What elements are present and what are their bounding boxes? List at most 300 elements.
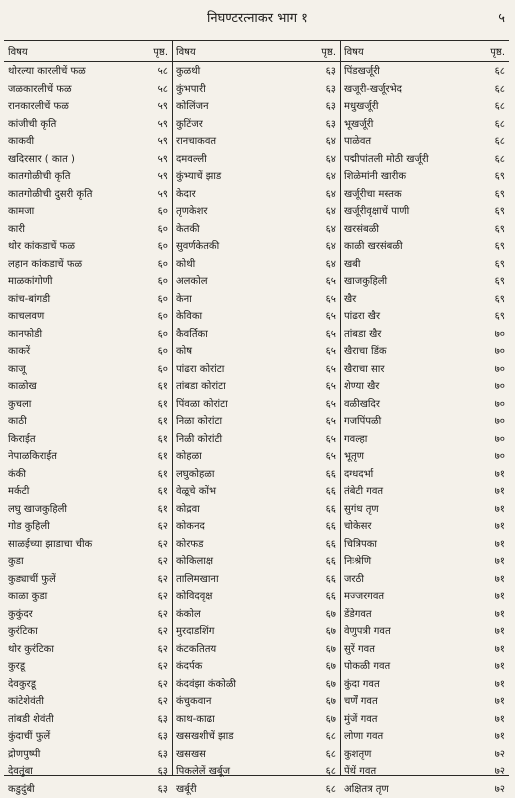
entry-name: कोकनद <box>176 518 205 536</box>
index-entry <box>4 413 172 431</box>
entry-page: ७१ <box>495 501 505 519</box>
entry-page: ६३ <box>158 711 168 729</box>
page-header <box>0 6 515 28</box>
entry-page: ६२ <box>158 606 168 624</box>
index-entry <box>340 326 509 344</box>
entry-name: मर्कटी <box>8 483 29 501</box>
entry-name: दग्धदर्भा <box>344 466 373 484</box>
entry-page: ६२ <box>158 693 168 711</box>
entry-page: ६७ <box>326 641 336 659</box>
entry-page: ६१ <box>158 378 168 396</box>
entry-name: कोथी <box>176 256 195 274</box>
entry-page: ६३ <box>158 763 168 781</box>
index-entry <box>340 151 509 169</box>
index-entry <box>340 588 509 606</box>
index-entry <box>172 98 340 116</box>
entry-name: खर्जूरीवृक्षाचें पाणी <box>344 203 409 221</box>
entry-name: कडुदुंबी <box>8 781 35 798</box>
entry-name: कुरडू <box>8 658 25 676</box>
entry-page: ६४ <box>326 168 336 186</box>
entry-name: लोणा गवत <box>344 728 383 746</box>
entry-page: ७० <box>495 378 505 396</box>
entry-page: ७० <box>495 413 505 431</box>
entry-name: कंदर्पक <box>176 658 202 676</box>
entry-page: ६७ <box>326 623 336 641</box>
entry-name: भूखर्जूरी <box>344 116 373 134</box>
entry-name: कुशतृण <box>344 746 371 764</box>
entry-name: पद्मीपांतली मोठी खर्जूरी <box>344 151 429 169</box>
entry-name: मुंजें गवत <box>344 711 377 729</box>
entry-page: ६१ <box>158 466 168 484</box>
entry-page: ६३ <box>158 728 168 746</box>
page-heading: पृष्ठ. <box>490 44 505 58</box>
entry-page: ७० <box>495 396 505 414</box>
index-entry <box>4 98 172 116</box>
index-entry <box>172 658 340 676</box>
entry-name: सुरें गवत <box>344 641 375 659</box>
index-entry <box>4 501 172 519</box>
entry-name: खर्जूरीचा मस्तक <box>344 186 402 204</box>
index-entry <box>340 728 509 746</box>
entry-page: ६६ <box>326 518 336 536</box>
index-entry <box>340 658 509 676</box>
entry-name: निळा कोरांटा <box>176 413 222 431</box>
index-entry <box>4 781 172 798</box>
entry-name: कुड्याचीं फुलें <box>8 571 56 589</box>
index-entry <box>4 693 172 711</box>
entry-name: चित्रिपका <box>344 536 377 554</box>
index-entry <box>172 641 340 659</box>
entry-name: चर्णें गवत <box>344 693 378 711</box>
entry-page: ६५ <box>326 273 336 291</box>
entry-page: ७२ <box>495 763 505 781</box>
entry-name: सुगंध तृण <box>344 501 379 519</box>
column-header <box>172 44 340 60</box>
entry-name: किराईत <box>8 431 36 449</box>
index-entry <box>4 641 172 659</box>
entry-page: ६७ <box>326 606 336 624</box>
index-entry <box>4 326 172 344</box>
entry-name: द्रोणपुष्पी <box>8 746 40 764</box>
entry-name: कोरफड <box>176 536 203 554</box>
entry-name: तंबेटी गवत <box>344 483 383 501</box>
entry-name: चोकेसर <box>344 518 371 536</box>
entry-page: ५९ <box>158 98 168 116</box>
entry-name: कंकी <box>8 466 26 484</box>
entry-page: ६५ <box>326 378 336 396</box>
entry-name: गोड कुहिली <box>8 518 50 536</box>
index-entry <box>172 746 340 764</box>
page-title: निघण्टरत्नाकर भाग १ <box>0 8 515 26</box>
index-entry <box>4 116 172 134</box>
entry-page: ७१ <box>495 553 505 571</box>
entry-name: काळोख <box>8 378 37 396</box>
entry-name: थोरल्या कारलीचें फळ <box>8 63 86 81</box>
entry-name: थोर कुरंटिका <box>8 641 54 659</box>
entry-page: ६३ <box>326 63 336 81</box>
entry-page: ६६ <box>326 483 336 501</box>
entry-name: तांबडा खैर <box>344 326 381 344</box>
entry-name: कोलिंजन <box>176 98 209 116</box>
entry-page: ७१ <box>495 483 505 501</box>
index-entry <box>4 728 172 746</box>
index-entry <box>340 571 509 589</box>
index-entry <box>172 448 340 466</box>
index-entry <box>172 396 340 414</box>
index-entry <box>340 361 509 379</box>
index-entry <box>4 746 172 764</box>
entry-name: कुचला <box>8 396 31 414</box>
index-entry <box>4 81 172 99</box>
entry-page: ६७ <box>326 711 336 729</box>
index-entry <box>4 571 172 589</box>
entry-page: ६२ <box>158 588 168 606</box>
index-entry <box>172 623 340 641</box>
index-entry <box>4 588 172 606</box>
entry-page: ६० <box>158 308 168 326</box>
entry-page: ६५ <box>326 361 336 379</box>
index-entry <box>340 413 509 431</box>
entry-page: ६४ <box>326 133 336 151</box>
index-entry <box>172 676 340 694</box>
entry-name: खरसंबळी <box>344 221 379 239</box>
entry-name: लघुकोहळा <box>176 466 214 484</box>
entry-name: कांजीची कृति <box>8 116 56 134</box>
page-heading: पृष्ठ. <box>153 44 168 58</box>
entry-name: वळीखदिर <box>344 396 380 414</box>
index-entry <box>172 431 340 449</box>
index-table <box>4 40 509 776</box>
entry-page: ६८ <box>326 728 336 746</box>
index-entry <box>4 256 172 274</box>
entry-page: ६८ <box>495 98 505 116</box>
entry-name: कंटकतितय <box>176 641 216 659</box>
index-entry <box>4 273 172 291</box>
index-entry <box>340 63 509 81</box>
entry-page: ६५ <box>326 431 336 449</box>
entry-page: ५८ <box>158 81 168 99</box>
entry-name: काकवी <box>8 133 34 151</box>
entry-page: ७० <box>495 448 505 466</box>
entry-name: पांढरा कोरांटा <box>176 361 224 379</box>
index-entry <box>172 326 340 344</box>
index-entry <box>4 536 172 554</box>
index-entry <box>340 466 509 484</box>
entry-page: ७१ <box>495 588 505 606</box>
entry-page: ६२ <box>158 518 168 536</box>
entry-page: ६७ <box>326 658 336 676</box>
entry-page: ७० <box>495 431 505 449</box>
index-entry <box>172 186 340 204</box>
entry-page: ६५ <box>326 308 336 326</box>
entry-page: ६२ <box>158 676 168 694</box>
column-header <box>4 44 172 60</box>
entry-page: ६३ <box>326 81 336 99</box>
index-entry <box>340 746 509 764</box>
index-entry <box>340 98 509 116</box>
entry-name: काळी खरसंबळी <box>344 238 403 256</box>
index-entry <box>172 151 340 169</box>
index-entry <box>172 343 340 361</box>
entry-page: ६० <box>158 256 168 274</box>
index-entry <box>340 693 509 711</box>
entry-page: ६५ <box>326 396 336 414</box>
entry-name: खाजकुहिली <box>344 273 387 291</box>
index-entry <box>340 238 509 256</box>
index-entry <box>172 116 340 134</box>
entry-name: खसखशीचें झाड <box>176 728 234 746</box>
entry-page: ६६ <box>326 571 336 589</box>
index-entry <box>172 693 340 711</box>
entry-page: ७१ <box>495 571 505 589</box>
entry-page: ६१ <box>158 448 168 466</box>
entry-page: ७२ <box>495 781 505 798</box>
subject-heading: विषय <box>8 44 28 58</box>
entry-name: जळकारलीचें फळ <box>8 81 72 99</box>
entry-page: ६९ <box>495 186 505 204</box>
column-header <box>340 44 509 60</box>
entry-page: ६१ <box>158 396 168 414</box>
entry-name: काचलवण <box>8 308 44 326</box>
entry-name: केविका <box>176 308 202 326</box>
entry-page: ६४ <box>326 151 336 169</box>
entry-name: खसखस <box>176 746 206 764</box>
index-entry <box>340 343 509 361</box>
entry-page: ७१ <box>495 518 505 536</box>
entry-page: ६१ <box>158 483 168 501</box>
index-entry <box>4 291 172 309</box>
entry-name: पोकळी गवत <box>344 658 390 676</box>
index-entry <box>172 483 340 501</box>
index-entry <box>4 553 172 571</box>
entry-name: कुडा <box>8 553 24 571</box>
entry-name: काठी <box>8 413 27 431</box>
index-entry <box>172 553 340 571</box>
index-entry <box>172 81 340 99</box>
index-entry <box>172 203 340 221</box>
entry-name: रानकारलीचें फळ <box>8 98 69 116</box>
entry-page: ६५ <box>326 413 336 431</box>
entry-page: ६८ <box>495 151 505 169</box>
entry-name: नेपाळकिराईत <box>8 448 57 466</box>
entry-page: ६४ <box>326 186 336 204</box>
entry-name: पाळेवत <box>344 133 371 151</box>
entry-page: ६३ <box>158 746 168 764</box>
entry-page: ७२ <box>495 746 505 764</box>
index-entry <box>340 378 509 396</box>
entry-name: मुरदाडशिंग <box>176 623 214 641</box>
entry-page: ६९ <box>495 221 505 239</box>
entry-page: ६७ <box>326 676 336 694</box>
index-entry <box>172 711 340 729</box>
entry-name: खदिरसार ( कात ) <box>8 151 75 169</box>
entry-page: ७१ <box>495 466 505 484</box>
entry-name: पिंडखर्जूरी <box>344 63 380 81</box>
entry-name: पिंवळा कोरांटा <box>176 396 228 414</box>
entry-page: ६८ <box>495 63 505 81</box>
index-entry <box>4 483 172 501</box>
index-entry <box>172 361 340 379</box>
entry-page: ७१ <box>495 711 505 729</box>
entry-page: ६८ <box>326 763 336 781</box>
entry-page: ७० <box>495 326 505 344</box>
index-entry <box>340 396 509 414</box>
entry-name: कुंभ्याचें झाड <box>176 168 221 186</box>
entry-name: खैराचा डिंक <box>344 343 387 361</box>
entry-page: ६२ <box>158 623 168 641</box>
index-entry <box>4 518 172 536</box>
entry-page: ७० <box>495 343 505 361</box>
entry-name: कोष <box>176 343 192 361</box>
entry-name: कुंदा गवत <box>344 676 380 694</box>
index-entry <box>172 63 340 81</box>
index-entry <box>4 203 172 221</box>
entry-page: ६८ <box>495 133 505 151</box>
entry-page: ६६ <box>326 501 336 519</box>
index-entry <box>4 606 172 624</box>
index-entry <box>172 518 340 536</box>
entry-name: देवतुंबा <box>8 763 33 781</box>
index-entry <box>340 133 509 151</box>
entry-page: ६८ <box>495 116 505 134</box>
entry-name: पिकलेलें खर्बूज <box>176 763 230 781</box>
index-entry <box>4 63 172 81</box>
entry-page: ६३ <box>326 116 336 134</box>
index-entry <box>340 676 509 694</box>
index-entry <box>4 361 172 379</box>
entry-page: ६२ <box>158 641 168 659</box>
entry-name: देवकुरडू <box>8 676 36 694</box>
index-entry <box>4 396 172 414</box>
entry-name: पांढरा खैर <box>344 308 380 326</box>
index-rows <box>172 63 340 798</box>
entry-name: कंचुकवान <box>176 693 211 711</box>
index-entry <box>172 256 340 274</box>
index-column-1 <box>4 41 172 775</box>
entry-name: वेळूचे कोंभ <box>176 483 216 501</box>
entry-page: ६७ <box>326 693 336 711</box>
entry-name: लघु खाजकुहिली <box>8 501 67 519</box>
entry-page: ६९ <box>495 291 505 309</box>
index-entry <box>340 186 509 204</box>
index-entry <box>340 256 509 274</box>
entry-name: सुवर्णकेतकी <box>176 238 219 256</box>
index-entry <box>172 308 340 326</box>
entry-page: ६० <box>158 238 168 256</box>
entry-name: कांच-बांगडी <box>8 291 50 309</box>
entry-name: खर्बूरी <box>176 781 197 798</box>
index-entry <box>172 133 340 151</box>
entry-name: लहान कांकडाचें फळ <box>8 256 82 274</box>
entry-page: ६९ <box>495 273 505 291</box>
entry-page: ६५ <box>326 448 336 466</box>
entry-name: शेण्या खैर <box>344 378 379 396</box>
index-entry <box>172 238 340 256</box>
entry-page: ७१ <box>495 641 505 659</box>
index-entry <box>4 431 172 449</box>
entry-page: ७१ <box>495 536 505 554</box>
entry-page: ७० <box>495 361 505 379</box>
entry-page: ६२ <box>158 571 168 589</box>
index-entry <box>340 623 509 641</box>
entry-name: पेंथें गवत <box>344 763 376 781</box>
entry-page: ५९ <box>158 186 168 204</box>
index-entry <box>340 168 509 186</box>
entry-page: ६५ <box>326 291 336 309</box>
entry-page: ६६ <box>326 536 336 554</box>
entry-page: ६३ <box>326 98 336 116</box>
index-entry <box>340 501 509 519</box>
entry-page: ६९ <box>495 203 505 221</box>
entry-name: तालिमखाना <box>176 571 219 589</box>
entry-page: ६५ <box>326 326 336 344</box>
index-rows <box>4 63 172 798</box>
entry-page: ६१ <box>158 431 168 449</box>
index-entry <box>4 133 172 151</box>
index-entry <box>172 606 340 624</box>
entry-page: ६२ <box>158 553 168 571</box>
entry-page: ६१ <box>158 501 168 519</box>
entry-name: केना <box>176 291 192 309</box>
entry-page: ६६ <box>326 553 336 571</box>
index-entry <box>4 168 172 186</box>
index-entry <box>172 501 340 519</box>
entry-page: ६८ <box>495 81 505 99</box>
entry-name: कारी <box>8 221 25 239</box>
entry-page: ६६ <box>326 466 336 484</box>
entry-page: ७१ <box>495 676 505 694</box>
index-entry <box>340 308 509 326</box>
entry-name: काळा कुडा <box>8 588 47 606</box>
entry-page: ६९ <box>495 238 505 256</box>
entry-name: केतकी <box>176 221 200 239</box>
entry-name: तृणकेशर <box>176 203 208 221</box>
entry-name: कातगोळीची कृति <box>8 168 70 186</box>
index-entry <box>340 536 509 554</box>
entry-page: ५९ <box>158 116 168 134</box>
index-column-3 <box>340 41 509 775</box>
entry-name: कांटेशेवंती <box>8 693 44 711</box>
entry-name: कुटिंजर <box>176 116 203 134</box>
index-entry <box>340 448 509 466</box>
index-entry <box>172 588 340 606</box>
entry-name: कुकुंदर <box>8 606 33 624</box>
index-entry <box>340 203 509 221</box>
entry-page: ६० <box>158 343 168 361</box>
index-entry <box>172 168 340 186</box>
entry-name: कैवर्तिका <box>176 326 208 344</box>
index-entry <box>340 641 509 659</box>
entry-page: ६२ <box>158 536 168 554</box>
entry-page: ६० <box>158 221 168 239</box>
index-entry <box>4 151 172 169</box>
index-entry <box>4 466 172 484</box>
entry-name: खैराचा सार <box>344 361 384 379</box>
entry-name: मज्जरगवत <box>344 588 384 606</box>
index-rows <box>340 63 509 798</box>
entry-name: वेणुपत्री गवत <box>344 623 391 641</box>
entry-name: कुरंटिका <box>8 623 38 641</box>
entry-page: ६० <box>158 203 168 221</box>
entry-name: भूतृण <box>344 448 364 466</box>
index-entry <box>340 81 509 99</box>
entry-page: ६४ <box>326 221 336 239</box>
index-entry <box>340 606 509 624</box>
index-entry <box>4 343 172 361</box>
entry-page: ६२ <box>158 658 168 676</box>
index-entry <box>172 466 340 484</box>
entry-page: ५८ <box>158 63 168 81</box>
